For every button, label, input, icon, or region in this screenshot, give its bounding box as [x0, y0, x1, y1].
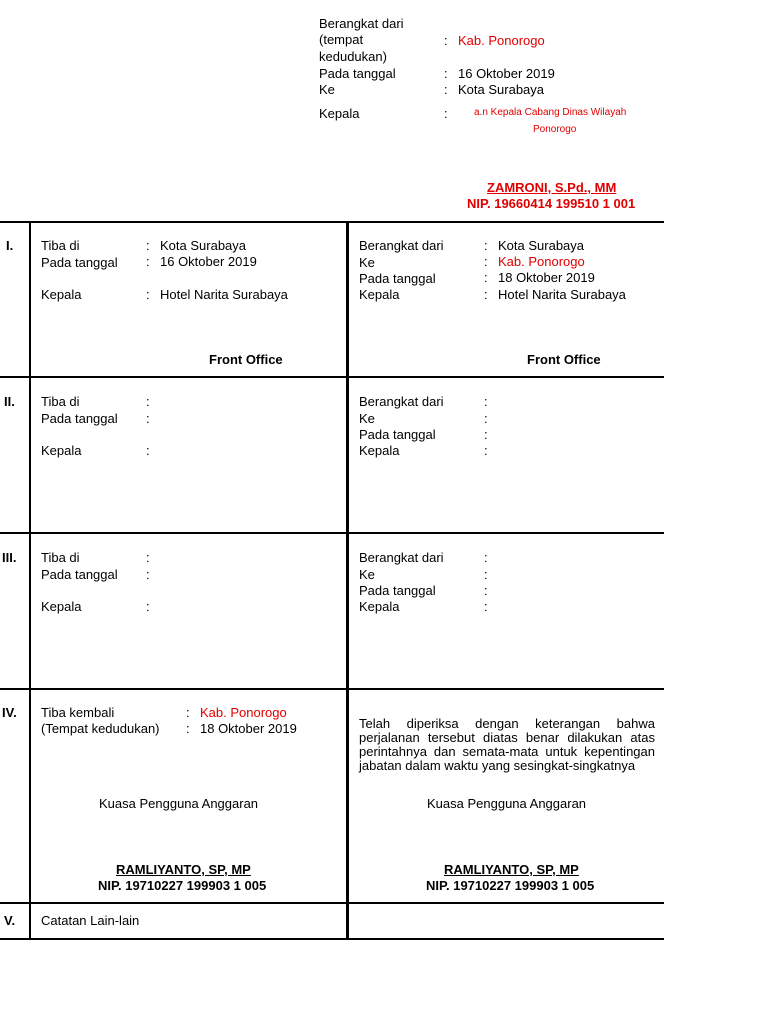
- tanggal-label: Pada tanggal: [41, 567, 118, 582]
- front-office-label: Front Office: [209, 352, 283, 367]
- colon: :: [484, 583, 488, 598]
- kpa-role: Kuasa Pengguna Anggaran: [99, 796, 259, 811]
- kepala-label: Kepala: [359, 443, 400, 458]
- colon: :: [146, 550, 150, 565]
- ke-label: Ke: [359, 411, 375, 426]
- signer-name: ZAMRONI, S.Pd., MM: [487, 180, 617, 195]
- tiba-kembali-label: Tiba kembali: [41, 705, 115, 720]
- berangkat-label-2: (tempat: [319, 32, 364, 47]
- kepala-label: Kepala: [41, 599, 82, 614]
- berangkat-value: Kab. Ponorogo: [458, 33, 545, 48]
- colon: :: [444, 33, 448, 48]
- berangkat-label: Berangkat dari: [319, 16, 404, 31]
- kepala-label: Kepala: [41, 443, 82, 458]
- column-divider: [29, 221, 31, 940]
- section-number: V.: [4, 913, 16, 928]
- tanggal-value: 16 Oktober 2019: [160, 254, 257, 269]
- ke-label: Ke: [359, 255, 375, 270]
- colon: :: [146, 238, 150, 253]
- front-office-label: Front Office: [527, 352, 601, 367]
- colon: :: [484, 270, 488, 285]
- colon: :: [186, 705, 190, 720]
- berangkat-label: Berangkat dari: [359, 394, 444, 409]
- colon: :: [484, 443, 488, 458]
- kepala-label: Kepala: [359, 599, 400, 614]
- colon: :: [484, 394, 488, 409]
- berangkat-label-3: kedudukan): [319, 49, 387, 64]
- ke-label: Ke: [359, 567, 375, 582]
- row-divider: [0, 688, 664, 690]
- colon: :: [484, 550, 488, 565]
- verification-statement: Telah diperiksa dengan keterangan bahwa perjalanan tersebut diatas benar dilakukan atas perintahnya dan semata-mata untuk kepentingan jabatan dalam waktu yang sesingkat-singkatnya: [359, 716, 655, 773]
- section-number: IV.: [2, 705, 17, 720]
- colon: :: [146, 254, 150, 269]
- tiba-label: Tiba di: [41, 238, 80, 253]
- kpa-name: RAMLIYANTO, SP, MP: [116, 862, 251, 877]
- kepala-value-1: a.n Kepala Cabang Dinas Wilayah: [474, 107, 627, 118]
- signer-nip: NIP. 19660414 199510 1 001: [467, 196, 636, 211]
- tempat-value: 18 Oktober 2019: [200, 721, 297, 736]
- kepala-label: Kepala: [41, 287, 82, 302]
- kepala-label: Kepala: [359, 287, 400, 302]
- tanggal-label: Pada tanggal: [359, 583, 436, 598]
- colon: :: [484, 254, 488, 269]
- ke-value: Kota Surabaya: [458, 82, 545, 97]
- colon: :: [484, 287, 488, 302]
- kepala-value: Hotel Narita Surabaya: [498, 287, 626, 302]
- tiba-value: Kota Surabaya: [160, 238, 247, 253]
- kepala-value: Hotel Narita Surabaya: [160, 287, 288, 302]
- colon: :: [146, 394, 150, 409]
- section-number: I.: [6, 238, 14, 253]
- kpa-nip: NIP. 19710227 199903 1 005: [426, 878, 595, 893]
- tanggal-label: Pada tanggal: [41, 255, 118, 270]
- colon: :: [484, 567, 488, 582]
- berangkat-label: Berangkat dari: [359, 550, 444, 565]
- colon: :: [146, 567, 150, 582]
- colon: :: [444, 66, 448, 81]
- colon: :: [484, 411, 488, 426]
- column-divider: [346, 221, 349, 940]
- colon: :: [484, 238, 488, 253]
- colon: :: [146, 411, 150, 426]
- tanggal-label: Pada tanggal: [359, 271, 436, 286]
- kpa-role: Kuasa Pengguna Anggaran: [427, 796, 587, 811]
- row-divider: [0, 938, 664, 940]
- row-divider: [0, 376, 664, 378]
- kepala-label: Kepala: [319, 106, 360, 121]
- row-divider: [0, 902, 664, 904]
- colon: :: [146, 287, 150, 302]
- colon: :: [146, 599, 150, 614]
- pada-tanggal-label: Pada tanggal: [319, 66, 396, 81]
- kepala-value-2: Ponorogo: [533, 124, 577, 135]
- colon: :: [444, 106, 448, 121]
- tempat-label: (Tempat kedudukan): [41, 721, 160, 736]
- row-divider: [0, 221, 664, 223]
- colon: :: [444, 82, 448, 97]
- colon: :: [186, 721, 190, 736]
- catatan-label: Catatan Lain-lain: [41, 913, 140, 928]
- tanggal-label: Pada tanggal: [41, 411, 118, 426]
- section-number: II.: [4, 394, 15, 409]
- section-number: III.: [2, 550, 17, 565]
- berangkat-label: Berangkat dari: [359, 238, 444, 253]
- kpa-nip: NIP. 19710227 199903 1 005: [98, 878, 267, 893]
- tiba-label: Tiba di: [41, 394, 80, 409]
- row-divider: [0, 532, 664, 534]
- pada-tanggal-value: 16 Oktober 2019: [458, 66, 555, 81]
- kpa-name: RAMLIYANTO, SP, MP: [444, 862, 579, 877]
- tanggal-value: 18 Oktober 2019: [498, 270, 595, 285]
- colon: :: [484, 427, 488, 442]
- tiba-label: Tiba di: [41, 550, 80, 565]
- tiba-kembali-value: Kab. Ponorogo: [200, 705, 287, 720]
- colon: :: [146, 443, 150, 458]
- tanggal-label: Pada tanggal: [359, 427, 436, 442]
- berangkat-value: Kota Surabaya: [498, 238, 585, 253]
- ke-value: Kab. Ponorogo: [498, 254, 585, 269]
- colon: :: [484, 599, 488, 614]
- ke-label: Ke: [319, 82, 335, 97]
